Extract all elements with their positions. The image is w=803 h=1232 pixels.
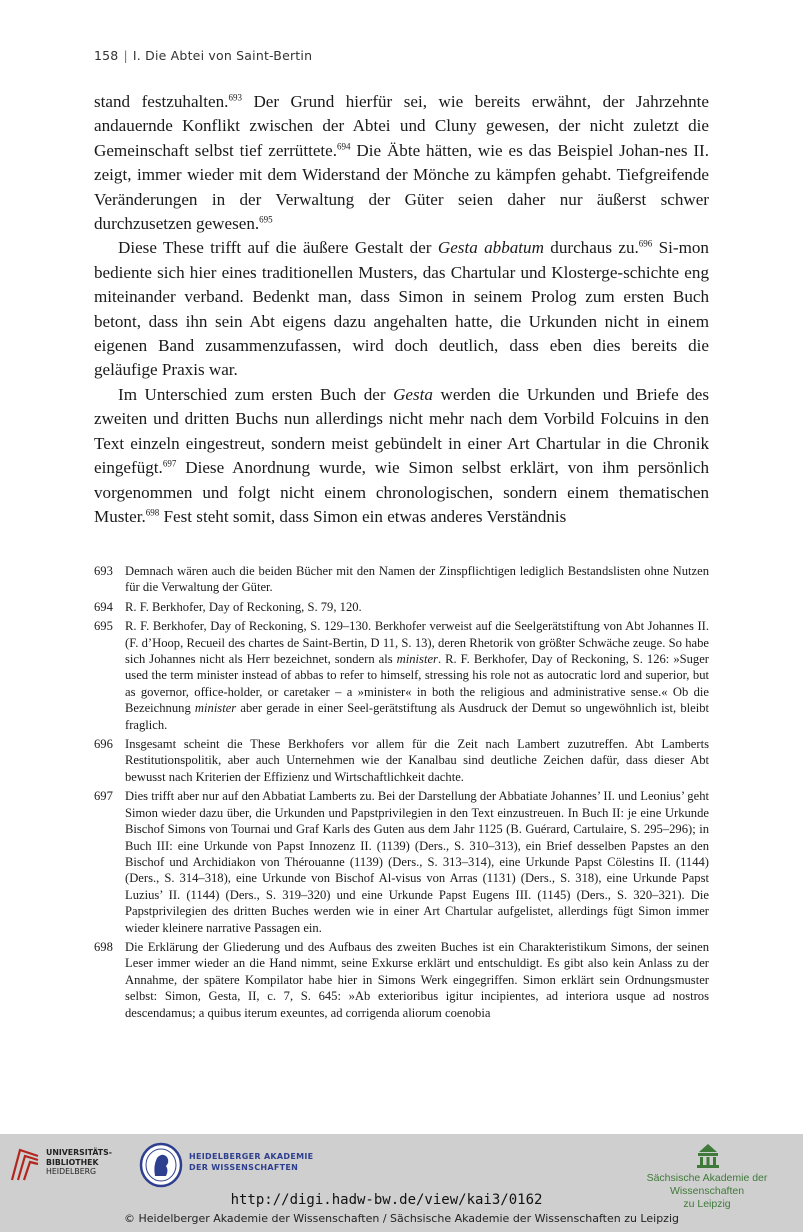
footnote-text [125, 599, 709, 615]
text-run: durchaus zu. [543, 238, 639, 258]
text-run: R. F. Berkhofer, Day of Reckoning, S. 79, 120. [125, 599, 362, 614]
text-run: Die Erklärung der Gliederung und des Aufbaus des zweiten Buches ist ein Charakteristikum Simons, der seinen Leser immer wieder an die Hand nimmt, seine Exkurse erklärt und entschuldigt. Es gibt also kein Anlass zu der Annahme, der spätere Kompilator habe hier in Simons Werk eingegriffen. Simon erklärt sein Ordnungsmuster selbst: Simon, Gesta, II, c. 7, S. 645: »Ab exterioribus igitur incipientes, ad interiora usque ad nostros descendamus; a quibus iterum exeuntes, ad corrigenda aliorum coenobia [125, 939, 709, 1020]
text-run: . R. F. Berkhofer, Day of Reckoning, S. 126: »Suger used the term minister instead of abbas to refer to himself, stressing his role not as autocratic lord and superior, but as governor, office-holder, or caretaker – a »minister« in both the religious and administrative sense.« Ob die Bezeichnung [125, 652, 709, 716]
work-title-italic: Gesta [393, 384, 433, 404]
text-run: Der Grund hierfür sei, wie bereits erwähnt, der Jahrzehnte andauernde Konflikt zwischen der Abtei und Cluny gewesen, der nicht zuletzt die Gemeinschaft selbst tief zerrüttete. [94, 92, 709, 160]
footnote-695 [94, 618, 709, 733]
footnote-693 [94, 563, 709, 596]
text-run: Insgesamt scheint die These Berkhofers vor allem für die Zeit nach Lambert zuzutreffen. Abt Lamberts Restitutionspolitik, aber auch Unternehmen wie der Kanalbau sind deutliche Zeichen dafür, dass dieser Abt bewusst nach Kriterien der Effizienz und Wirtschaftlichkeit dachte. [125, 737, 709, 784]
text-run: Dies trifft aber nur auf den Abbatiat Lamberts zu. Bei der Darstellung der Abbatiate Johannes’ II. und Leonius’ geht Simon wieder dazu über, die Urkunden und Papstprivilegien in den Text einzustreuen. In Buch II: je eine Urkunde Bischof Simons von Tournai und Graf Karls des Guten aus dem Jahr 1125 (B. Guérard, Cartulaire, S. 295–296); in Buch III: eine Urkunde von Papst Innozenz II. (1139) (Ders., S. 310–313), ein Brief desselben Papstes an den Bischof und Archidiakon von Thérouanne (1139) (Ders., S. 313–314), eine Urkunde Papst Cölestins II. (1144) (Ders., S. 314–318), eine Urkunde von Bischof Al-visus von Arras (1131) (Ders., S. 318), eine Urkunde Papst Luzius’ II. (1144) (Ders., S. 319–320) und eine Urkunde Papst Eugens III. (1145) (Ders., S. 320–321). Die Papstprivilegien des dritten Buches werden wie in einer Art Chartular aufgelistet, allerdings fügt Simon immer wieder kleinere narrative Passagen ein. [125, 789, 709, 935]
footnote-ref-696[interactable]: 696 [638, 238, 653, 249]
paragraph-3 [94, 383, 709, 529]
footnote-text [125, 563, 709, 596]
paragraph-2 [94, 236, 709, 382]
footnote-text [125, 618, 709, 733]
footnote-text [125, 788, 709, 936]
text-run: stand festzuhalten. [94, 92, 229, 111]
footnote-number: 693 [94, 564, 113, 578]
work-title-italic: Gesta abbatum [437, 238, 544, 258]
text-run: R. F. Berkhofer, Day of Reckoning, S. 129–130. Berkhofer verweist auf die Seelgerätstiftung von Abt Johannes II. (F. d’Hoop, Recueil des chartes de Saint-Bertin, D 11, S. 13), deren Rhetorik von größter Schwäche zeuge. So habe sich Johannes nicht als Herr bezeichnet, sondern als [125, 619, 709, 667]
footnote-number: 694 [94, 599, 113, 614]
main-text [94, 90, 709, 529]
permalink-url[interactable]: http://digi.hadw-bw.de/view/kai3/0162 [230, 1192, 543, 1208]
text-run: Die Äbte hätten, wie es das Beispiel Johan-nes II. zeigt, immer wieder mit dem Widerstand der Mönche zu kämpfen gehabt. Tiefgreifende Veränderungen in der Verwaltung der Güter seien daher nur äußerst schwer durchzusetzen gewesen. [94, 140, 709, 234]
text-run: aber gerade in einer Seel-gerätstiftung als Ausdruck der Demut so ungewöhnlich ist, bleibt fraglich. [125, 701, 710, 732]
footnote-694 [94, 599, 709, 615]
italic-term: minister [194, 701, 237, 716]
footnote-text [125, 939, 709, 1021]
text-run: Diese These trifft auf die äußere Gestalt der [118, 238, 438, 258]
italic-term: minister [396, 652, 438, 667]
text-run: Fest steht somit, dass Simon ein etwas anderes Verständnis [159, 506, 567, 526]
footnote-ref-693[interactable]: 693 [228, 92, 242, 103]
running-header [94, 48, 312, 63]
footnote-ref-697[interactable]: 697 [162, 458, 177, 469]
footnotes [94, 563, 709, 1024]
saw-line-1: Sächsische Akademie der Wissenschaften [646, 1172, 768, 1197]
ub-heidelberg-wordmark [46, 1148, 112, 1177]
text-run: Demnach wären auch die beiden Bücher mit den Namen der Zinspflichtigen lediglich Bestandslisten ohne Nutzen für die Verwaltung der Güter. [125, 564, 709, 595]
hadw-emblem-icon[interactable] [139, 1142, 183, 1188]
copyright-notice: © Heidelberger Akademie der Wissenschaften / Sächsische Akademie der Wissenschaften zu Leipzig [123, 1212, 679, 1225]
footnote-number: 697 [94, 789, 113, 804]
chapter-title: I. Die Abtei von Saint-Bertin [132, 48, 313, 63]
header-separator: | [123, 48, 128, 63]
ub-line-2: BIBLIOTHEK [46, 1157, 99, 1167]
paragraph-1 [94, 90, 709, 236]
footnote-ref-698[interactable]: 698 [145, 507, 160, 518]
footnote-698 [94, 939, 709, 1021]
saw-line-2: zu Leipzig [683, 1198, 731, 1210]
footnote-ref-694[interactable]: 694 [337, 141, 351, 152]
footnote-ref-695[interactable]: 695 [259, 214, 273, 225]
footnote-696 [94, 736, 709, 785]
text-run: Diese Anordnung wurde, wie Simon selbst erklärt, von ihm persönlich vorgenommen und folgt nicht einem chronologischen, sondern einem thematischen Muster. [94, 458, 709, 526]
saw-emblem-icon[interactable] [697, 1144, 719, 1168]
footnote-number: 698 [94, 939, 113, 954]
digitization-footer [0, 1134, 803, 1232]
footnote-number: 696 [94, 737, 113, 752]
page-number: 158 [94, 48, 119, 63]
text-run: werden die Urkunden und Briefe des zweiten und dritten Buchs nun allerdings nicht mehr nach dem Vorbild Folcuins in den Text einzeln eingestreut, sondern meist gebündelt in einer Art Chartular in die Chronik eingefügt. [94, 384, 709, 478]
footnote-number: 695 [94, 619, 113, 634]
ub-line-1: UNIVERSITÄTS- [46, 1148, 112, 1157]
hadw-wordmark [189, 1152, 313, 1173]
text-run: Im Unterschied zum ersten Buch der [118, 384, 394, 404]
ub-line-3: HEIDELBERG [46, 1167, 97, 1176]
hadw-line-1: HEIDELBERGER AKADEMIE [189, 1152, 314, 1161]
text-run: Si-mon bediente sich hier eines traditionellen Musters, das Chartular und Klosterge-schichte eng miteinander verband. Bedenkt man, dass Simon in seinem Prolog zum ersten Buch betont, dass ihn sein Abt eigens dazu angehalten hatte, die Urkunden nicht in einem eigenen Band zusammenzufassen, wird doch deutlich, dass eben dies bereits die geläufige Praxis war. [94, 238, 709, 380]
footnote-697 [94, 788, 709, 936]
hadw-line-2: DER WISSENSCHAFTEN [189, 1162, 299, 1172]
footnote-text [125, 736, 709, 785]
